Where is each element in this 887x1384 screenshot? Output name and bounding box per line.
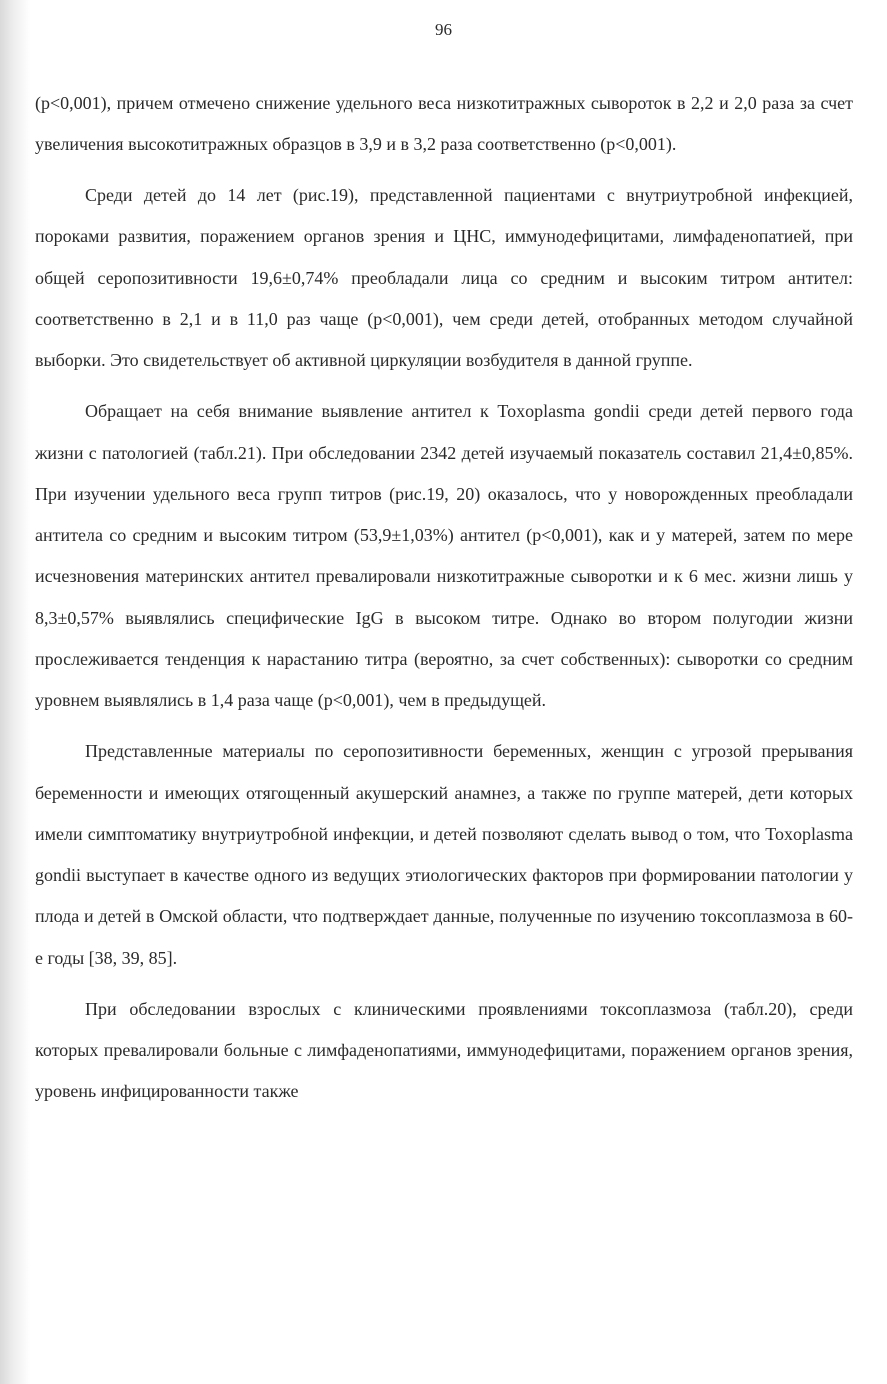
paragraph-3: Обращает на себя внимание выявление антител к Toxoplasma gondii среди детей первого года жизни с патологией (табл.21). При обследовании 2342 детей изучаемый показатель составил 21,4±0,85%. При изучении удельного веса групп титров (рис.19, 20) оказалось, что у новорожденных преобладали антитела со средним и высоким титром (53,9±1,03%) антител (p<0,001), как и у матерей, затем по мере исчезновения материнских антител превалировали низкотитражные сыворотки и к 6 мес. жизни лишь у 8,3±0,57% выявлялись специфические IgG в высоком титре. Однако во втором полугодии жизни прослеживается тенденция к нарастанию титра (вероятно, за счет собственных): сыворотки со средним уровнем выявлялись в 1,4 раза чаще (p<0,001), чем в предыдущей.: [35, 401, 853, 711]
paragraph-1: (p<0,001), причем отмечено снижение удельного веса низкотитражных сывороток в 2,2 и 2,0 раза за счет увеличения высокотитражных образцов в 3,9 и в 3,2 раза соответственно (p<0,001).: [35, 93, 853, 155]
paragraph-5: При обследовании взрослых с клиническими проявлениями токсоплазмоза (табл.20), среди которых превалировали больные с лимфаденопатиями, иммунодефицитами, поражением органов зрения, уровень инфицированности также: [35, 998, 853, 1102]
paragraph-4: Представленные материалы по серопозитивности беременных, женщин с угрозой прерывания беременности и имеющих отягощенный акушерский анамнез, а также по группе матерей, дети которых имели симптоматику внутриутробной инфекции, и детей позволяют сделать вывод о том, что Toxoplasma gondii выступает в качестве одного из ведущих этиологических факторов при формировании патологии у плода и детей в Омской области, что подтверждает данные, полученные по изучению токсоплазмоза в 60-е годы [38, 39, 85].: [35, 741, 853, 968]
scan-edge-shadow: [0, 0, 30, 1384]
paragraph-2: Среди детей до 14 лет (рис.19), представленной пациентами с внутриутробной инфекцией, пороками развития, поражением органов зрения и ЦНС, иммунодефицитами, лимфаденопатией, при общей серопозитивности 19,6±0,74% преобладали лица со средним и высоким титром антител: соответственно в 2,1 и в 11,0 раз чаще (p<0,001), чем среди детей, отобранных методом случайной выборки. Это свидетельствует об активной циркуляции возбудителя в данной группе.: [35, 185, 853, 371]
page-number: 96: [435, 20, 452, 39]
body-text: [35, 83, 853, 1122]
